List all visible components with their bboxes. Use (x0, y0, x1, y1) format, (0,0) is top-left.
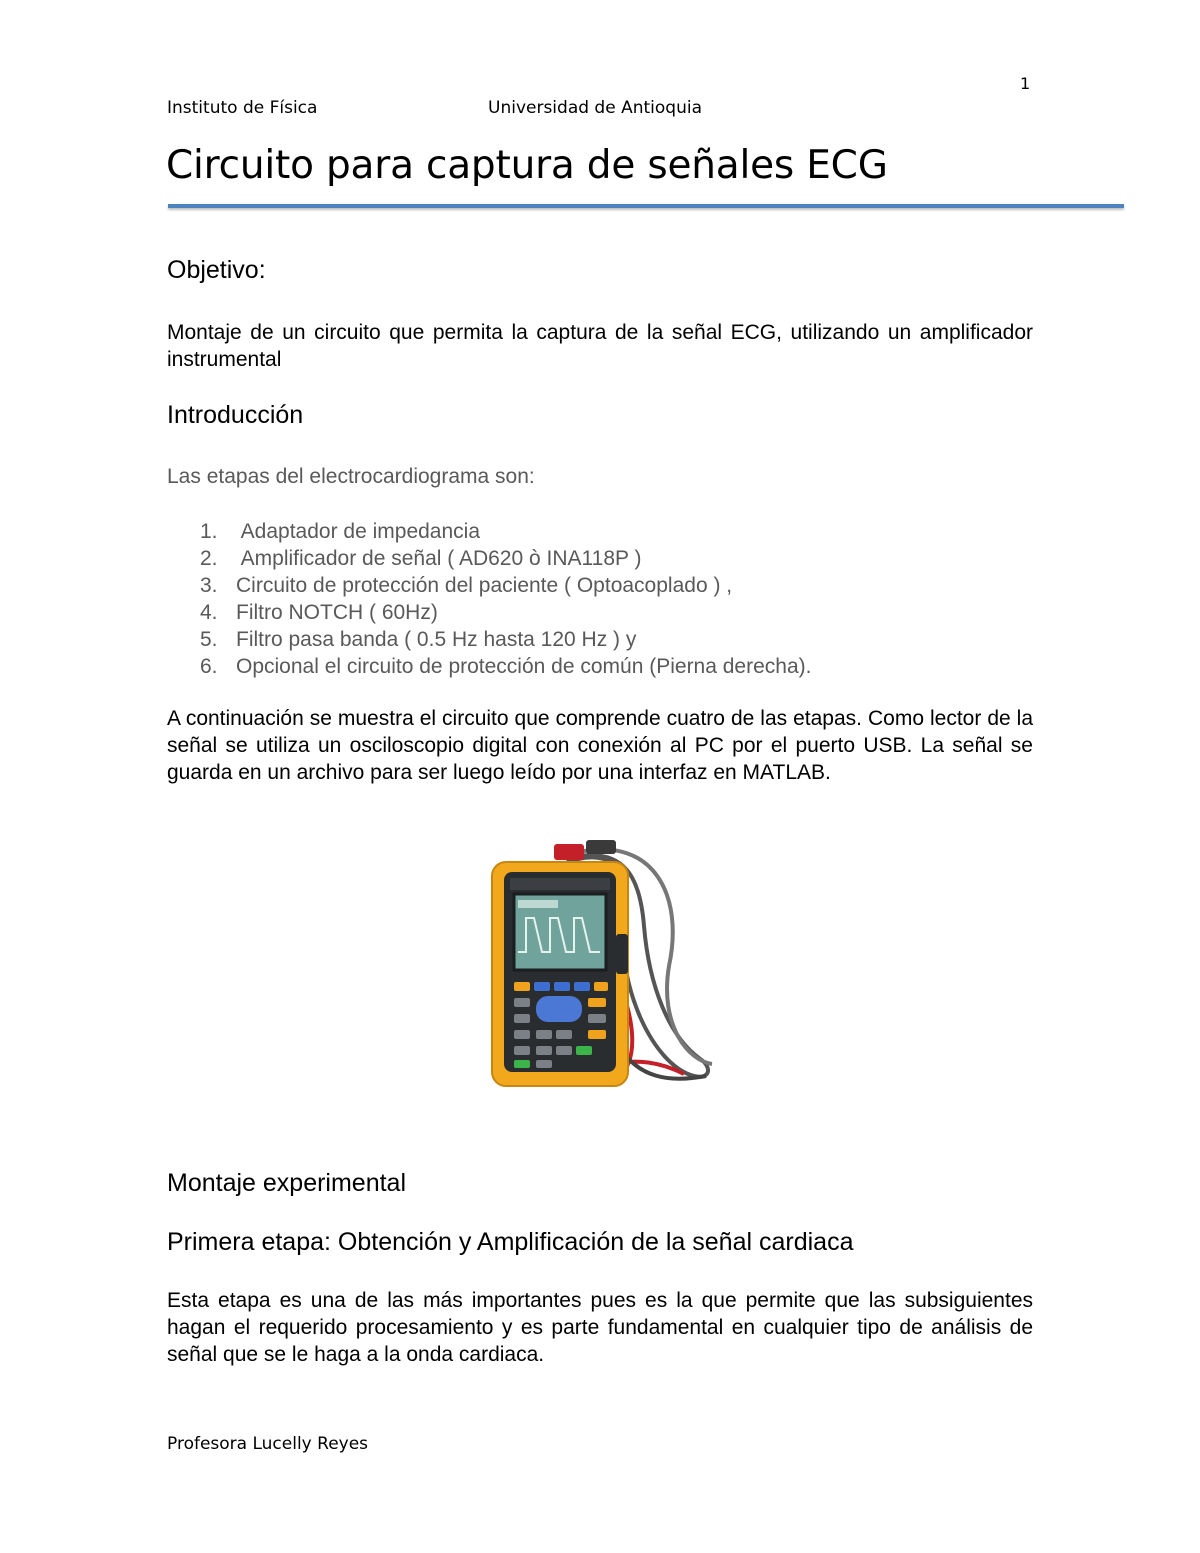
oscilloscope-image (484, 836, 718, 1092)
list-item-text: Filtro NOTCH ( 60Hz) (236, 601, 438, 624)
intro-paragraph: Las etapas del electrocardiograma son: (167, 465, 535, 488)
list-item (200, 599, 811, 626)
title-underline (168, 204, 1124, 208)
page-number: 1 (1020, 74, 1031, 93)
stages-list (200, 518, 811, 680)
list-item-text: Amplificador de señal ( AD620 ò INA118P ) (236, 547, 642, 570)
list-item (200, 653, 811, 680)
list-item-text: Filtro pasa banda ( 0.5 Hz hasta 120 Hz ) y (236, 628, 637, 651)
objective-heading: Objetivo: (167, 256, 266, 284)
black-probe-icon (586, 840, 616, 854)
stage1-heading: Primera etapa: Obtención y Amplificación de la señal cardiaca (167, 1228, 854, 1256)
list-item-text: Adaptador de impedancia (236, 520, 481, 543)
header-institute: Instituto de Física (167, 98, 318, 118)
footer-author: Profesora Lucelly Reyes (167, 1434, 369, 1454)
list-item (200, 518, 811, 545)
stage1-paragraph: Esta etapa es una de las más importantes pues es la que permite que las subsiguientes hagan el requerido procesamiento y es parte fundamental en cualquier tipo de análisis de señal que se le haga a la onda cardiaca. (167, 1289, 1033, 1366)
list-item-number: 2. (200, 547, 218, 570)
list-item-number: 5. (200, 628, 218, 651)
list-item-text: Opcional el circuito de protección de común (Pierna derecha). (236, 655, 812, 678)
list-item (200, 572, 811, 599)
list-item (200, 626, 811, 653)
red-probe-icon (554, 844, 584, 860)
continuation-paragraph: A continuación se muestra el circuito que comprende cuatro de las etapas. Como lector de la señal se utiliza un osciloscopio digital con conexión al PC por el puerto USB. La señal se guarda en un archivo para ser luego leído por una interfaz en MATLAB. (167, 707, 1033, 784)
list-item-number: 4. (200, 601, 218, 624)
intro-heading: Introducción (167, 401, 304, 429)
list-item (200, 545, 811, 572)
list-item-number: 6. (200, 655, 218, 678)
objective-paragraph: Montaje de un circuito que permita la captura de la señal ECG, utilizando un amplificador instrumental (167, 321, 1033, 371)
experimental-heading: Montaje experimental (167, 1169, 407, 1197)
list-item-number: 3. (200, 574, 218, 597)
header-university: Universidad de Antioquia (488, 98, 702, 118)
list-item-number: 1. (200, 520, 218, 543)
document-title: Circuito para captura de señales ECG (166, 143, 888, 188)
list-item-text: Circuito de protección del paciente ( Optoacoplado ) , (236, 574, 733, 597)
